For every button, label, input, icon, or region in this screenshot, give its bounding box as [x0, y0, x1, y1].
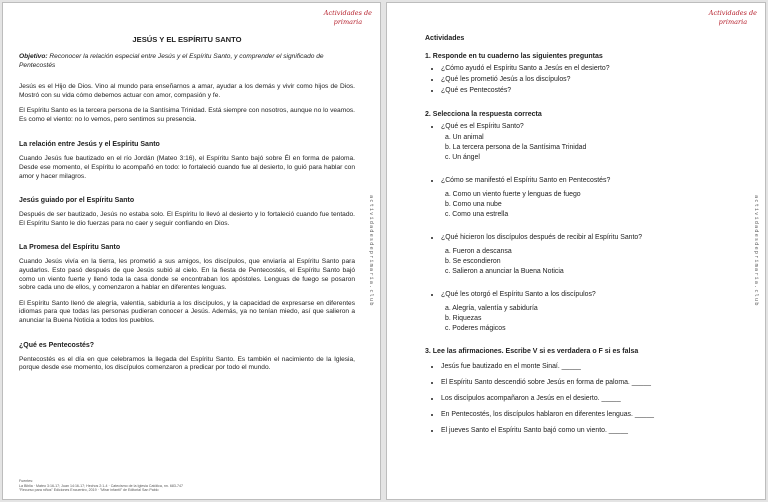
mc-option: c. Como una estrella [445, 211, 509, 218]
mc-option: b. Riquezas [445, 315, 482, 322]
multiple-choice-item [425, 233, 725, 277]
section-heading: Jesús guiado por el Espíritu Santo [19, 197, 135, 205]
brand-logo [324, 9, 372, 27]
sources-footnote [19, 479, 319, 493]
mc-question: • ¿Qué hicieron los discípulos después de recibir al Espíritu Santo? [441, 233, 725, 243]
section-heading: La relación entre Jesús y el Espíritu Santo [19, 141, 160, 149]
tf-statement: • El Espíritu Santo descendió sobre Jesús en forma de paloma. _____ [441, 378, 725, 388]
mc-option: b. La tercera persona de la Santísima Trinidad [445, 144, 587, 151]
page-title: JESÚS Y EL ESPÍRITU SANTO [132, 35, 242, 44]
worksheet-page-right [386, 2, 766, 500]
intro-paragraph: Jesús es el Hijo de Dios. Vino al mundo para enseñarnos a amar, ayudar a los demás y vivir como hijos de Dios. Mostró con su vida cómo debemos actuar con amor, compasión y fe. [19, 83, 355, 99]
list-item: • ¿Cómo ayudó el Espíritu Santo a Jesús en el desierto? [441, 63, 725, 74]
mc-option: b. Se escondieron [445, 258, 501, 265]
tf-statement: • Jesús fue bautizado en el monte Sinaí. _____ [441, 362, 725, 372]
question-2 [425, 111, 725, 334]
reading-content [19, 35, 355, 380]
question-3 [425, 348, 725, 436]
question-heading: 2. Selecciona la respuesta correcta [425, 111, 542, 118]
mc-option: c. Poderes mágicos [445, 325, 506, 332]
question-heading: 1. Responde en tu cuaderno las siguientes preguntas [425, 53, 603, 60]
multiple-choice-item [425, 122, 725, 163]
mc-option: a. Fueron a descansa [445, 248, 512, 255]
mc-option: a. Como un viento fuerte y lenguas de fuego [445, 191, 581, 198]
brand-line-2: primaria [718, 18, 748, 26]
brand-line-2: primaria [333, 18, 363, 26]
activities-title: Actividades [425, 35, 465, 42]
mc-option: b. Como una nube [445, 201, 502, 208]
sources-line: La Biblia · Mateo 3:16-17; Juan 14:16-17; Hechos 2:1-4 · Catecismo de la Iglesia Católica, nn. 683-747 [19, 483, 184, 488]
objective-text: Reconocer la relación especial entre Jesús y el Espíritu Santo, y comprender el significado de Pentecostés [19, 53, 324, 69]
sidebar-url-text: actividadesdeprimaria.club [368, 195, 374, 307]
sidebar-url [751, 3, 761, 499]
sidebar-url [366, 3, 376, 499]
section-paragraph: Después de ser bautizado, Jesús no estaba solo. El Espíritu lo llevó al desierto y lo fortaleció cuando fue tentado. El Espíritu Santo le dio fuerzas para no caer y seguir confiando en Dios. [19, 211, 355, 227]
tf-statement: • En Pentecostés, los discípulos hablaron en diferentes lenguas. _____ [441, 410, 725, 420]
mc-option: a. Alegría, valentía y sabiduría [445, 305, 538, 312]
section-paragraph: Cuando Jesús fue bautizado en el río Jordán (Mateo 3:16), el Espíritu Santo bajó sobre Él en forma de paloma. Desde ese momento, el Espíritu lo acompañó en todo: lo fortaleció cuando fue al desierto, lo guió para hablar con amor y hacer milagros. [19, 155, 355, 180]
brand-logo [709, 9, 757, 27]
section-paragraph: El Espíritu Santo llenó de alegría, valentía, sabiduría a los discípulos, y la capacidad de expresarse en diferentes idiomas para que todas las personas pudieran conocer a Jesús. Además, ya no tenían miedo, así que salieron a anunciar la Buena Noticia a todos los pueblos. [19, 299, 355, 324]
sidebar-url-text: actividadesdeprimaria.club [753, 195, 759, 307]
section-heading: ¿Qué es Pentecostés? [19, 341, 95, 349]
section-paragraph: Cuando Jesús vivía en la tierra, les prometió a sus amigos, los discípulos, que enviaría al Espíritu Santo para ayudarlos. Esto pasó después de que Jesús subió al cielo. En la fiesta de Pentecostés, el Espíritu Santo bajó como un viento fuerte y llenó toda la casa donde se encontraban los apóstoles. Lenguas de fuego se posaron sobre cada uno de ellos, y comenzaron a hablar en diferentes lenguas. [19, 258, 355, 292]
list-item: • ¿Qué es Pentecostés? [441, 85, 725, 96]
worksheet-page-left [2, 2, 381, 500]
mc-question: • ¿Qué les otorgó el Espíritu Santo a los discípulos? [441, 290, 725, 300]
tf-statement: • El jueves Santo el Espíritu Santo bajó como un viento. _____ [441, 426, 725, 436]
brand-line-1: Actividades de [708, 9, 757, 17]
mc-question: • ¿Qué es el Espíritu Santo? [441, 122, 725, 132]
brand-line-1: Actividades de [323, 9, 372, 17]
tf-statement: • Los discípulos acompañaron a Jesús en el desierto. _____ [441, 394, 725, 404]
mc-question: • ¿Cómo se manifestó el Espíritu Santo en Pentecostés? [441, 176, 725, 186]
sources-line: "Recurso para niños" Ediciones Encuentro, 2019 · "Mirar infantil" de Editorial San Pablo [19, 488, 159, 493]
mc-option: c. Salieron a anunciar la Buena Noticia [445, 268, 564, 275]
mc-option: c. Un ángel [445, 154, 480, 161]
sources-label: Fuentes: [19, 479, 33, 483]
multiple-choice-item [425, 290, 725, 334]
multiple-choice-item [425, 176, 725, 220]
section-paragraph: Pentecostés es el día en que celebramos la llegada del Espíritu Santo. Es también el nacimiento de la Iglesia, porque desde ese momento, los discípulos comenzaron a predicar por todo el mundo. [19, 355, 355, 372]
question-list [425, 63, 725, 96]
intro-paragraph: El Espíritu Santo es la tercera persona de la Santísima Trinidad. Está siempre con nosotros, aunque no lo veamos. Es como el viento: no lo vemos, pero sentimos su presencia. [19, 107, 355, 123]
question-heading: 3. Lee las afirmaciones. Escribe V si es verdadera o F si es falsa [425, 348, 639, 355]
true-false-list [425, 362, 725, 436]
mc-option: a. Un animal [445, 134, 484, 141]
objective-label: Objetivo: [19, 53, 48, 60]
section-heading: La Promesa del Espíritu Santo [19, 244, 121, 252]
objective [19, 53, 355, 70]
activities-content [425, 35, 725, 451]
question-1 [425, 53, 725, 96]
list-item: • ¿Qué les prometió Jesús a los discípulos? [441, 74, 725, 85]
